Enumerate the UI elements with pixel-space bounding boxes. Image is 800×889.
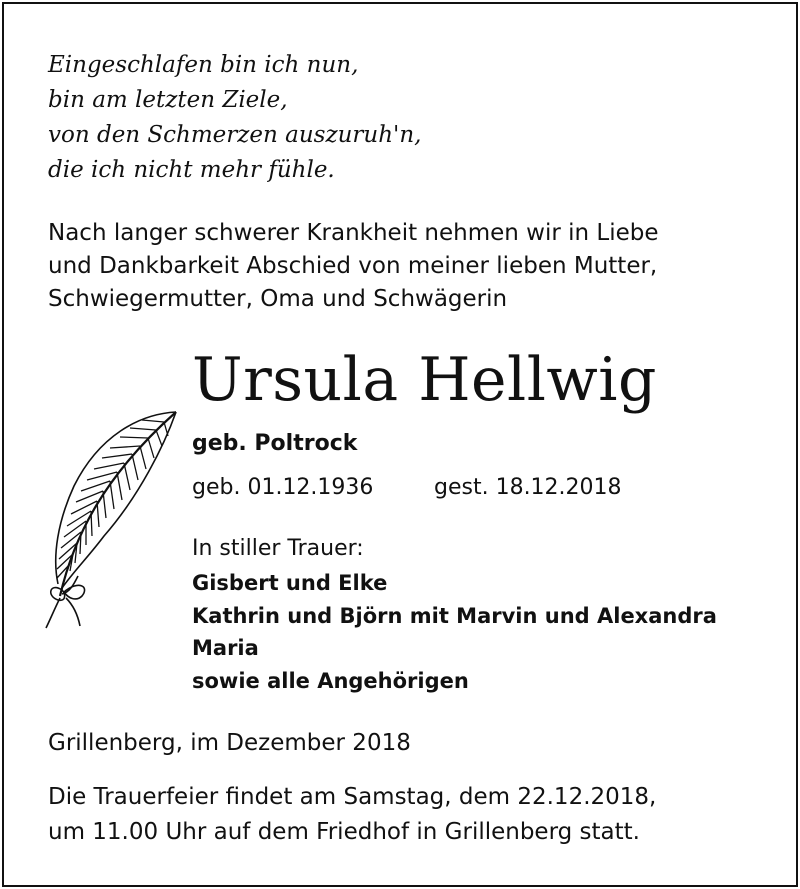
maiden-name: geb. Poltrock <box>192 431 358 456</box>
mourning-label: In stiller Trauer: <box>192 536 364 561</box>
obituary-notice <box>2 2 798 887</box>
funeral-line: um 11.00 Uhr auf dem Friedhof in Grillenberg statt. <box>48 819 640 845</box>
poem-line: bin am letzten Ziele, <box>48 87 288 113</box>
deceased-name: Ursula Hellwig <box>192 345 657 415</box>
mourner-entry: Gisbert und Elke <box>192 571 388 595</box>
funeral-line: Die Trauerfeier findet am Samstag, dem 22.12.2018, <box>48 784 657 810</box>
death-date: gest. 18.12.2018 <box>434 475 622 500</box>
intro-text <box>48 217 659 316</box>
poem-line: von den Schmerzen auszuruh'n, <box>48 122 422 148</box>
feather-icon <box>44 406 184 630</box>
mourner-entry: Maria <box>192 636 259 660</box>
mourner-entry: Kathrin und Björn mit Marvin und Alexandra <box>192 603 717 628</box>
poem-line: Eingeschlafen bin ich nun, <box>48 52 359 78</box>
mourners-list <box>192 567 717 697</box>
poem-line: die ich nicht mehr fühle. <box>48 157 335 183</box>
intro-line: und Dankbarkeit Abschied von meiner lieben Mutter, <box>48 253 658 279</box>
intro-line: Nach langer schwerer Krankheit nehmen wir in Liebe <box>48 220 659 246</box>
birth-date: geb. 01.12.1936 <box>192 475 374 500</box>
intro-line: Schwiegermutter, Oma und Schwägerin <box>48 286 508 312</box>
poem <box>48 48 421 188</box>
place-date: Grillenberg, im Dezember 2018 <box>48 730 411 756</box>
funeral-info <box>48 780 656 850</box>
mourner-entry: sowie alle Angehörigen <box>192 668 469 693</box>
